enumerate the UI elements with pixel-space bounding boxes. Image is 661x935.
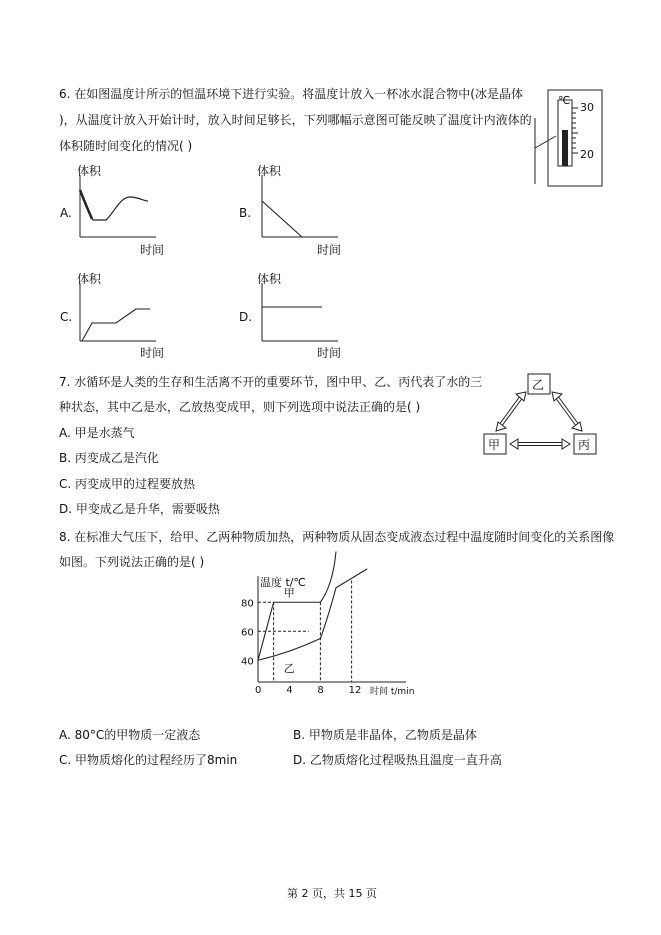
state-label-jia: 甲	[488, 438, 501, 452]
y-tick-label: 60	[241, 627, 254, 639]
thermometer-figure	[530, 90, 605, 190]
graph-a-xlabel: 时间	[140, 243, 165, 257]
q7-option-c: C. 丙变成甲的过程要放热	[59, 477, 196, 491]
y-axis-title: 温度 t/℃	[260, 576, 306, 589]
q7-option-a: A. 甲是水蒸气	[59, 426, 135, 440]
q6-line2: )，从温度计放入开始计时，放入时间足够长，下列哪幅示意图可能反映了温度计内液体的	[59, 113, 532, 127]
q8-option-c: C. 甲物质熔化的过程经历了8min	[59, 753, 238, 767]
graph-d-ylabel: 体积	[257, 272, 282, 286]
graph-c	[78, 283, 158, 349]
x-axis-title: 时间 t/min	[370, 687, 415, 697]
series-line-jia	[258, 552, 336, 661]
thermo-top-label: 30	[580, 101, 594, 114]
q8-line1: 8. 在标准大气压下，给甲、乙两种物质加热，两种物质从固态变成液态过程中温度随时间变化的关系图像	[59, 530, 615, 544]
series-label-jia: 甲	[283, 586, 295, 600]
series-label-yi: 乙	[283, 661, 295, 675]
thermometer-svg	[530, 90, 605, 190]
graph-d-letter: D.	[239, 310, 253, 324]
water-state-diagram	[478, 370, 603, 460]
q7-line2: 种状态，其中乙是水，乙放热变成甲，则下列选项中说法正确的是( )	[59, 400, 421, 414]
y-tick-label: 40	[241, 656, 254, 668]
q8-option-d: D. 乙物质熔化过程吸热且温度一直升高	[293, 753, 502, 767]
x-tick-label: 8	[317, 685, 324, 696]
state-label-yi: 乙	[532, 378, 545, 392]
graph-c-ylabel: 体积	[77, 272, 102, 286]
graph-d	[260, 283, 340, 349]
graph-b-xlabel: 时间	[317, 243, 342, 257]
q7-line1: 7. 水循环是人类的生存和生活离不开的重要环节，图中甲、乙、丙代表了水的三	[59, 375, 483, 389]
state-label-bing: 丙	[578, 438, 591, 452]
x-tick-label: 12	[348, 685, 362, 696]
page-footer: 第 2 页，共 15 页	[287, 887, 377, 900]
graph-a-letter: A.	[60, 206, 72, 220]
graph-b-ylabel: 体积	[257, 164, 282, 178]
q8-option-a: A. 80°C的甲物质一定液态	[59, 728, 201, 742]
graph-a	[78, 175, 158, 245]
x-tick-label: 0	[255, 685, 262, 696]
graph-b-letter: B.	[239, 206, 252, 220]
graph-c-xlabel: 时间	[140, 346, 165, 360]
graph-c-letter: C.	[60, 310, 73, 324]
q7-option-d: D. 甲变成乙是升华，需要吸热	[59, 502, 220, 516]
q8-line2: 如图。下列说法正确的是( )	[59, 555, 205, 569]
temperature-time-chart	[230, 572, 440, 702]
thermo-bottom-label: 20	[580, 148, 594, 161]
graph-a-ylabel: 体积	[77, 164, 102, 178]
graph-b	[260, 175, 340, 245]
q6-line1: 6. 在如图温度计所示的恒温环境下进行实验。将温度计放入一杯冰水混合物中(冰是晶体	[59, 87, 523, 101]
graph-d-xlabel: 时间	[317, 346, 342, 360]
x-tick-label: 4	[286, 685, 293, 696]
y-tick-label: 80	[241, 598, 254, 610]
thermo-unit: ℃	[558, 94, 571, 107]
q7-option-b: B. 丙变成乙是汽化	[59, 451, 159, 465]
q8-option-b: B. 甲物质是非晶体，乙物质是晶体	[293, 728, 477, 742]
q6-line3: 体积随时间变化的情况( )	[59, 139, 193, 153]
